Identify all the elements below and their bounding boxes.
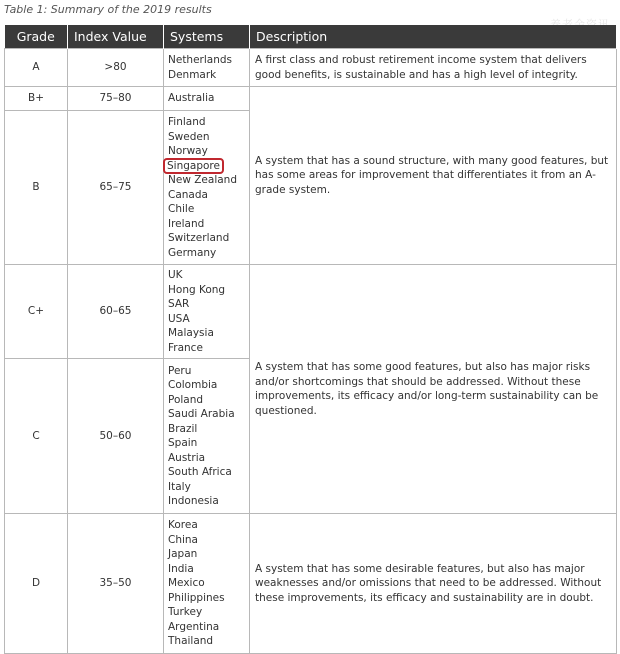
system-item: Hong Kong SAR [168, 283, 226, 310]
index-cell: 50–60 [68, 359, 164, 514]
systems-cell [164, 49, 250, 87]
description-cell: A system that has a sound structure, with many good features, but has some areas for improvement that differentiates it from an A-grade system. [250, 87, 617, 265]
system-item: Norway [168, 145, 208, 157]
systems-cell [164, 111, 250, 265]
header-index-value: Index Value [68, 25, 164, 49]
table-row [5, 514, 617, 654]
system-item: Germany [168, 246, 217, 259]
system-item: Canada [168, 188, 208, 201]
system-item: Saudi Arabia [168, 408, 235, 420]
grade-cell: C [5, 359, 68, 514]
system-item: Chile [168, 203, 195, 215]
index-cell: 65–75 [68, 111, 164, 265]
system-item: Colombia [168, 379, 218, 391]
table-caption: Table 1: Summary of the 2019 results [4, 3, 212, 16]
grade-cell: A [5, 49, 68, 87]
index-cell: 75–80 [68, 87, 164, 111]
system-item: France [168, 341, 203, 354]
system-item: Thailand [168, 635, 214, 648]
system-item: Ireland [168, 217, 205, 230]
grade-cell: B [5, 111, 68, 265]
header-grade: Grade [5, 25, 68, 49]
header-description: Description [250, 25, 617, 49]
description-cell: A first class and robust retirement income system that delivers good benefits, is sustainable and has a high level of integrity. [250, 49, 617, 87]
table-header-row [5, 25, 617, 49]
description-cell: A system that has some good features, but also has major risks and/or shortcomings that should be addressed. Without these improvements, its efficacy and/or long-term sustainability can be questioned. [250, 265, 617, 514]
system-item: Denmark [168, 68, 217, 81]
system-item [168, 159, 245, 174]
header-systems: Systems [164, 25, 250, 49]
system-item: New Zealand [168, 174, 237, 186]
system-item: Indonesia [168, 495, 219, 507]
system-item: Malaysia [168, 327, 214, 339]
systems-cell [164, 265, 250, 359]
system-item: China [168, 533, 198, 546]
systems-cell [164, 514, 250, 654]
system-item: South Africa [168, 466, 232, 478]
system-item: Brazil [168, 422, 198, 435]
system-item: Turkey [168, 606, 203, 619]
table-row [5, 49, 617, 87]
system-item: Switzerland [168, 232, 230, 244]
system-item: Sweden [168, 130, 210, 143]
grade-cell: B+ [5, 87, 68, 111]
system-item: Argentina [168, 620, 220, 633]
system-item: Japan [168, 548, 198, 561]
system-item: Netherlands [168, 54, 233, 66]
results-table [4, 25, 617, 654]
system-item: Finland [168, 116, 206, 128]
system-item: Australia [168, 92, 215, 105]
systems-cell [164, 87, 250, 111]
highlight-box: Singapore [167, 159, 220, 172]
system-item: Italy [168, 480, 191, 493]
system-item: India [168, 562, 194, 575]
table-row [5, 265, 617, 359]
index-cell: 35–50 [68, 514, 164, 654]
index-cell: 60–65 [68, 265, 164, 359]
system-item: UK [168, 269, 183, 281]
system-item: Spain [168, 437, 198, 449]
grade-cell: C+ [5, 265, 68, 359]
system-item: Poland [168, 393, 204, 406]
system-item: Philippines [168, 591, 225, 604]
grade-cell: D [5, 514, 68, 654]
system-item: USA [168, 312, 190, 325]
system-item: Austria [168, 451, 206, 464]
table-row [5, 87, 617, 111]
description-cell: A system that has some desirable features, but also has major weaknesses and/or omissions that need to be addressed. Without these improvements, its efficacy and sustainability are in doubt. [250, 514, 617, 654]
index-cell: >80 [68, 49, 164, 87]
system-item: Mexico [168, 577, 205, 590]
system-item: Peru [168, 364, 192, 377]
systems-cell [164, 359, 250, 514]
system-item: Korea [168, 519, 198, 532]
